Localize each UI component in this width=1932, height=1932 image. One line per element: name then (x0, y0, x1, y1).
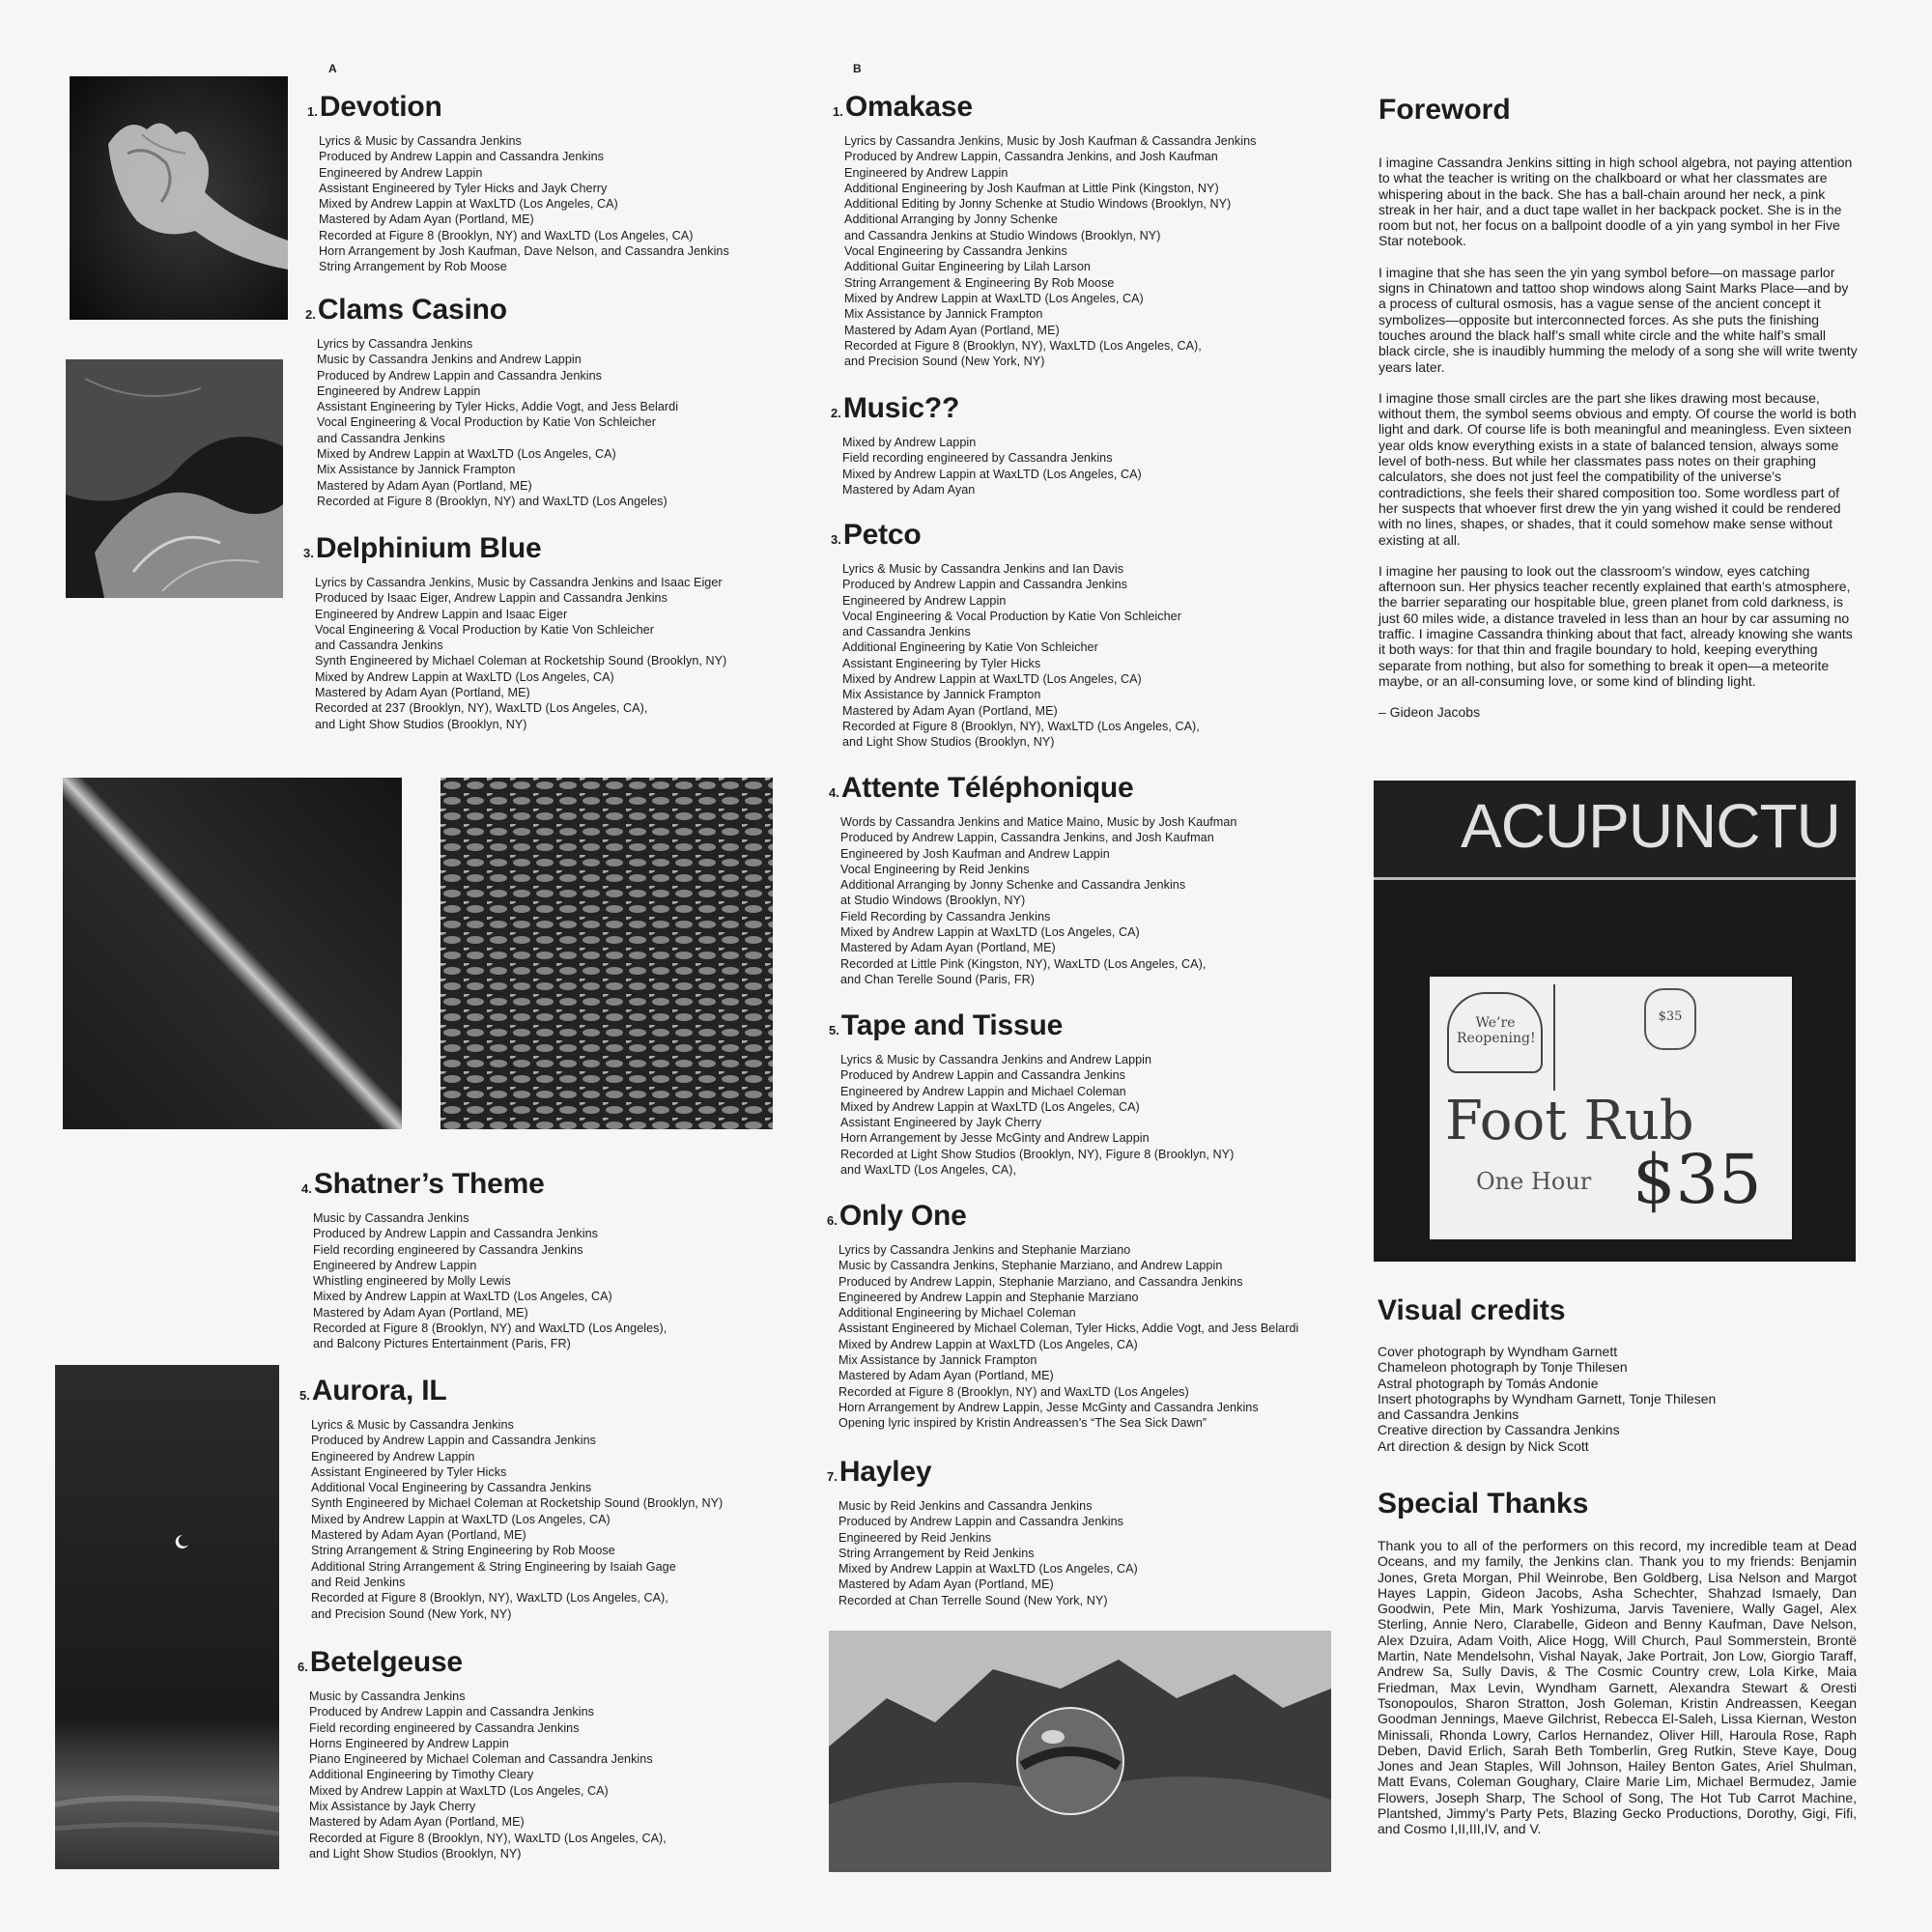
visual-credit-line: Insert photographs by Wyndham Garnett, Tonje Thilesen (1378, 1390, 1717, 1406)
credit-line: Assistant Engineered by Michael Coleman, Tyler Hicks, Addie Vogt, and Jess Belardi (838, 1321, 1299, 1336)
credit-line: Engineered by Reid Jenkins (838, 1530, 992, 1545)
price-tag: $35 (1644, 988, 1696, 1050)
side-b-label: B (853, 62, 863, 75)
credit-line: Engineered by Josh Kaufman and Andrew Lappin (840, 846, 1110, 861)
credit-line: Vocal Engineering by Cassandra Jenkins (844, 244, 1067, 259)
credit-line: Additional Arranging by Jonny Schenke (844, 213, 1058, 227)
credit-line: at Studio Windows (Brooklyn, NY) (840, 894, 1026, 908)
credit-line: Mastered by Adam Ayan (Portland, ME) (838, 1369, 1054, 1383)
foreword-body (1378, 155, 1858, 721)
credit-line: Piano Engineered by Michael Coleman and Cassandra Jenkins (309, 1752, 653, 1767)
price-text: $35 (1633, 1140, 1762, 1219)
credit-line: Produced by Isaac Eiger, Andrew Lappin and Cassandra Jenkins (315, 591, 668, 606)
foreword-paragraph: I imagine that she has seen the yin yang symbol before—on massage parlor signs in Chinatown and tattoo shop windows along Saint Marks Place—and by a process of cultural osmosis, has a vague sense of the ancient concept it symbolizes—opposite but interconnected forces. As she puts the finishing touches around the black half’s small white circle and the white half’s small black circle, she is inaudibly humming the melody of a song she will write twenty years later. (1378, 264, 1858, 375)
foot-rub-sign (1430, 977, 1792, 1239)
credit-line: Mastered by Adam Ayan (Portland, ME) (313, 1305, 528, 1320)
credit-line: Mastered by Adam Ayan (Portland, ME) (840, 941, 1056, 955)
mirror-ball-photo (829, 1631, 1331, 1872)
rock-photo (66, 359, 283, 598)
visual-credit-line: Creative direction by Cassandra Jenkins (1378, 1422, 1620, 1438)
credit-line: Mastered by Adam Ayan (Portland, ME) (309, 1815, 525, 1830)
track-number: 3. (831, 532, 841, 547)
credit-line: Lyrics & Music by Cassandra Jenkins (319, 134, 522, 148)
credit-line: Mix Assistance by Jannick Frampton (842, 688, 1041, 702)
credit-line: Produced by Andrew Lappin and Cassandra Jenkins (840, 1068, 1125, 1083)
special-thanks-text: Thank you to all of the performers on this record, my incredible team at Dead Oceans, and my family, the Jenkins clan. Thank you to my friends: Benjamin Jones, Greta Morgan, Phil Weinrobe, Ben Goldberg, Lisa Nelson and Margot Hayes Lappin, Gideon Jacobs, Asha Schechter, Shahzad Ismaely, Dan Goodwin, Pete Min, Mark Yoshizuma, Jarvis Taveniere, Wally Gagel, Alex Sterling, Annie Nero, Clarabelle, Gideon and Benny Kaufman, Dave Nelson, Alex Dzuira, Adam Voith, Alice Hogg, Will Church, Paul Sommerstein, Brontë Martin, Nate Mendelsohn, Vishal Nayak, Jake Portrait, Jon Low, Giorgio Taraff, Andrew Sa, Sully Davis, & The Cosmic Country crew, Lola Kirke, Maia Friedman, Max Levin, Wyndham Garnett, Alexandra Stewart & Oresti Tsonopoulos, Sharon Stratton, Josh Goleman, Kristin Andreassen, Keegan Goodman Jennings, Maeve Gilchrist, Rebecca El-Saleh, Lissa Kiernan, Weston Minissali, Rhonda Lowry, Carlos Hernandez, Oliver Hill, Haroula Rose, Raph Deben, David Erlich, Sarah Beth Tomberlin, Greg Rutkin, Steve Kaye, Doug Jones and Jean Staples, Will Johnson, Hailey Benton Gates, Ariel Shulman, Matt Evans, Coleman Goughary, Claire Marie Lim, Michael Bermudez, Jamie Flowers, Joseph Sharp, The School of Song, The Hot Tub Carrot Machine, Plantshed, Jimmy’s Party Pets, Blazing Gecko Productions, Dorothy, Gigi, Fifi, and Cosmo I,II,III,IV, and V. (1378, 1538, 1857, 1837)
visual-credit-line: Cover photograph by Wyndham Garnett (1378, 1344, 1618, 1359)
foreword-title: Foreword (1378, 94, 1511, 126)
track-title: Devotion (319, 91, 442, 123)
credit-line: and Cassandra Jenkins (317, 431, 445, 445)
credit-line: Music by Cassandra Jenkins and Andrew Lappin (317, 353, 582, 367)
track-credits (298, 1689, 667, 1861)
track-number: 5. (299, 1388, 310, 1403)
track-b6 (827, 1200, 1298, 1432)
credit-line: Synth Engineered by Michael Coleman at Rocketship Sound (Brooklyn, NY) (311, 1496, 724, 1511)
track-number: 5. (829, 1023, 839, 1037)
credit-line: Synth Engineered by Michael Coleman at Rocketship Sound (Brooklyn, NY) (315, 654, 727, 668)
credit-line: Engineered by Andrew Lappin (842, 593, 1007, 608)
credit-line: Engineered by Andrew Lappin and Stephanie Marziano (838, 1290, 1139, 1304)
credit-line: Engineered by Andrew Lappin and Michael Coleman (840, 1084, 1126, 1098)
track-title: Attente Téléphonique (840, 772, 1134, 804)
track-title: Clams Casino (317, 294, 507, 326)
credit-line: Produced by Andrew Lappin and Cassandra Jenkins (319, 150, 604, 164)
credit-line: Mix Assistance by Jannick Frampton (317, 463, 516, 477)
track-b2 (831, 392, 1142, 497)
side-a-label: A (328, 62, 338, 75)
credit-line: Vocal Engineering & Vocal Production by Katie Von Schleicher (317, 415, 656, 430)
credit-line: Recorded at Figure 8 (Brooklyn, NY), WaxLTD (Los Angeles, CA), (844, 338, 1202, 353)
credit-line: and Light Show Studios (Brooklyn, NY) (315, 717, 527, 731)
credit-line: Additional String Arrangement & String Engineering by Isaiah Gage (311, 1559, 676, 1574)
track-number: 1. (833, 104, 843, 119)
credit-line: Mastered by Adam Ayan (Portland, ME) (838, 1577, 1054, 1592)
credit-line: Produced by Andrew Lappin, Stephanie Marziano, and Cassandra Jenkins (838, 1274, 1243, 1289)
credit-line: Recorded at Figure 8 (Brooklyn, NY), WaxLTD (Los Angeles, CA), (309, 1831, 667, 1845)
credit-line: Music by Cassandra Jenkins, Stephanie Marziano, and Andrew Lappin (838, 1259, 1223, 1273)
track-number: 2. (831, 406, 841, 420)
track-title: Hayley (838, 1456, 932, 1488)
credit-line: Mixed by Andrew Lappin at WaxLTD (Los Angeles, CA) (317, 447, 616, 462)
track-credits (829, 814, 1236, 987)
credit-line: Mastered by Adam Ayan (842, 482, 976, 497)
credit-line: Assistant Engineering by Tyler Hicks (842, 656, 1041, 670)
credit-line: Additional Vocal Engineering by Cassandra Jenkins (311, 1481, 592, 1495)
credit-line: Mastered by Adam Ayan (Portland, ME) (315, 686, 530, 700)
credit-line: Field recording engineered by Cassandra Jenkins (309, 1720, 580, 1735)
credit-line: Vocal Engineering & Vocal Production by Katie Von Schleicher (842, 609, 1181, 623)
visual-credit-line: and Cassandra Jenkins (1378, 1406, 1520, 1423)
foreword-signature: – Gideon Jacobs (1378, 704, 1481, 721)
track-title: Music?? (842, 392, 960, 424)
credit-line: String Arrangement by Reid Jenkins (838, 1546, 1035, 1560)
credit-line: Field recording engineered by Cassandra Jenkins (313, 1242, 583, 1257)
credit-line: Horn Arrangement by Andrew Lappin, Jesse McGinty and Cassandra Jenkins (838, 1400, 1259, 1414)
credit-line: Engineered by Andrew Lappin (317, 384, 481, 398)
track-number: 4. (829, 785, 839, 800)
track-a3 (303, 532, 726, 732)
credit-line: Mastered by Adam Ayan (Portland, ME) (319, 213, 534, 227)
credit-line: Lyrics & Music by Cassandra Jenkins and Ian Davis (842, 562, 1124, 576)
track-number: 4. (301, 1181, 312, 1196)
credit-line: Additional Engineering by Josh Kaufman at Little Pink (Kingston, NY) (844, 181, 1219, 195)
credit-line: Engineered by Andrew Lappin (313, 1258, 477, 1272)
credit-line: Vocal Engineering by Reid Jenkins (840, 862, 1030, 876)
credit-line: Music by Cassandra Jenkins (309, 1690, 466, 1703)
acupuncture-sign-photo (1374, 781, 1856, 1262)
credit-line: Vocal Engineering & Vocal Production by Katie Von Schleicher (315, 622, 654, 637)
credit-line: Mastered by Adam Ayan (Portland, ME) (842, 703, 1058, 718)
credit-line: Mixed by Andrew Lappin at WaxLTD (Los Angeles, CA) (838, 1337, 1138, 1351)
track-title: Tape and Tissue (840, 1009, 1064, 1041)
track-credits (827, 1498, 1138, 1608)
credit-line: Recorded at Chan Terrelle Sound (New York, NY) (838, 1593, 1108, 1607)
track-number: 3. (303, 546, 314, 560)
moon-photo (55, 1365, 279, 1869)
credit-line: Mixed by Andrew Lappin at WaxLTD (Los Angeles, CA) (311, 1512, 611, 1526)
credit-line: Mix Assistance by Jannick Frampton (838, 1353, 1037, 1368)
credit-line: Lyrics & Music by Cassandra Jenkins (311, 1418, 514, 1432)
credit-line: Recorded at Light Show Studios (Brooklyn, NY), Figure 8 (Brooklyn, NY) (840, 1147, 1235, 1161)
track-number: 2. (305, 307, 316, 322)
track-b5 (829, 1009, 1234, 1178)
credit-line: and Reid Jenkins (311, 1575, 406, 1589)
credit-line: Mixed by Andrew Lappin at WaxLTD (Los Angeles, CA) (840, 1099, 1140, 1114)
visual-credits-title: Visual credits (1378, 1294, 1566, 1326)
credit-line: Mastered by Adam Ayan (Portland, ME) (317, 478, 532, 493)
credit-line: and Precision Sound (New York, NY) (844, 355, 1045, 369)
track-b1 (833, 91, 1257, 369)
track-credits (305, 336, 678, 509)
track-b3 (831, 519, 1200, 751)
credit-line: Music by Cassandra Jenkins (313, 1211, 469, 1225)
visual-credit-line: Chameleon photograph by Tonje Thilesen (1378, 1359, 1628, 1376)
hand-photo (70, 76, 288, 320)
track-b4 (829, 772, 1236, 987)
light-streak-photo (63, 778, 402, 1129)
foot-rub-text: Foot Rub (1445, 1090, 1694, 1152)
credit-line: Produced by Andrew Lappin and Cassandra Jenkins (838, 1515, 1123, 1529)
credit-line: Recorded at Figure 8 (Brooklyn, NY) and WaxLTD (Los Angeles), (313, 1321, 668, 1336)
credit-line: Engineered by Andrew Lappin (319, 165, 483, 180)
credit-line: Recorded at Figure 8 (Brooklyn, NY), WaxLTD (Los Angeles, CA), (842, 719, 1200, 733)
credit-line: Produced by Andrew Lappin and Cassandra Jenkins (309, 1705, 594, 1719)
credit-line: and Balcony Pictures Entertainment (Paris, FR) (313, 1337, 571, 1351)
track-credits (301, 1210, 667, 1352)
credit-line: Produced by Andrew Lappin, Cassandra Jenkins, and Josh Kaufman (840, 831, 1214, 845)
credit-line: Mixed by Andrew Lappin at WaxLTD (Los Angeles, CA) (838, 1562, 1138, 1577)
credit-line: Mixed by Andrew Lappin at WaxLTD (Los Angeles, CA) (842, 467, 1142, 481)
credit-line: Mixed by Andrew Lappin at WaxLTD (Los Angeles, CA) (840, 925, 1140, 940)
visual-credits-list (1378, 1344, 1857, 1454)
foreword-paragraph: I imagine those small circles are the part she likes drawing most because, without them, the symbol seems obvious and empty. Of course the world is both light and dark. Of course life is both meaningful and meaningless. Even sixteen year olds know everything exists in a state of balanced tension, always some level of both-ness. But while her classmates pass notes on their graphing calculators, she does not just feel the compatibility of the universe’s contradictions, she feels their shared composition too. Some wordless part of her suspects that whoever first drew the yin yang wished it could be rendered with no lines, shapes, or shades, that it could somehow make sense without existing at all. (1378, 389, 1857, 548)
credit-line: Recorded at Figure 8 (Brooklyn, NY) and WaxLTD (Los Angeles) (317, 494, 668, 508)
credit-line: and WaxLTD (Los Angeles, CA), (840, 1163, 1017, 1178)
credit-line: Engineered by Andrew Lappin and Isaac Eiger (315, 607, 568, 621)
credit-line: Additional Engineering by Michael Coleman (838, 1306, 1076, 1321)
credit-line: Assistant Engineering by Tyler Hicks, Addie Vogt, and Jess Belardi (317, 400, 679, 414)
heart-text: We’re Reopening! (1457, 1015, 1536, 1046)
credit-line: Music by Reid Jenkins and Cassandra Jenkins (838, 1499, 1093, 1513)
credit-line: Mixed by Andrew Lappin at WaxLTD (Los Angeles, CA) (842, 672, 1142, 687)
track-credits (829, 1052, 1234, 1178)
credit-line: Assistant Engineered by Jayk Cherry (840, 1116, 1042, 1130)
track-credits (827, 1242, 1298, 1432)
credit-line: and Cassandra Jenkins (315, 639, 443, 653)
visual-credits-section (1378, 1294, 1857, 1454)
special-thanks-title: Special Thanks (1378, 1488, 1589, 1520)
credit-line: and Chan Terelle Sound (Paris, FR) (840, 972, 1035, 986)
credit-line: Lyrics & Music by Cassandra Jenkins and Andrew Lappin (840, 1053, 1152, 1066)
track-number: 6. (827, 1213, 838, 1228)
credit-line: Mix Assistance by Jayk Cherry (309, 1800, 476, 1814)
credit-line: String Arrangement & Engineering By Rob Moose (844, 275, 1115, 290)
credit-line: Mixed by Andrew Lappin at WaxLTD (Los Angeles, CA) (309, 1783, 609, 1798)
track-credits (307, 133, 729, 275)
credit-line: String Arrangement by Rob Moose (319, 260, 507, 274)
one-hour-text: One Hour (1476, 1168, 1592, 1195)
credit-line: Whistling engineered by Molly Lewis (313, 1274, 511, 1289)
credit-line: Horn Arrangement by Josh Kaufman, Dave Nelson, and Cassandra Jenkins (319, 244, 729, 259)
credit-line: Lyrics by Cassandra Jenkins, Music by Cassandra Jenkins and Isaac Eiger (315, 576, 723, 589)
track-title: Omakase (844, 91, 973, 123)
track-a1 (307, 91, 729, 275)
foreword-section (1378, 94, 1858, 736)
special-thanks-body (1378, 1538, 1857, 1837)
credit-line: and Precision Sound (New York, NY) (311, 1606, 512, 1621)
credit-line: and Cassandra Jenkins at Studio Windows (Brooklyn, NY) (844, 228, 1161, 242)
track-credits (831, 435, 1142, 497)
credit-line: Field Recording by Cassandra Jenkins (840, 909, 1051, 923)
credit-line: Additional Editing by Jonny Schenke at Studio Windows (Brooklyn, NY) (844, 197, 1232, 212)
foreword-paragraph: I imagine Cassandra Jenkins sitting in high school algebra, not paying attention to what the teacher is writing on the chalkboard or what her classmates are whispering about in the back. She has a ball-chain around her neck, a pink streak in her hair, and a duct tape wallet in her backpack pocket. She is in the room but not, her focus on a ballpoint doodle of a yin yang symbol in her Five Star notebook. (1378, 155, 1853, 249)
track-title: Shatner’s Theme (313, 1168, 545, 1200)
neon-sign-text: ACUPUNCTU (1461, 791, 1840, 861)
track-credits (303, 575, 726, 732)
credit-line: Recorded at Figure 8 (Brooklyn, NY) and WaxLTD (Los Angeles) (838, 1384, 1189, 1399)
track-title: Only One (838, 1200, 967, 1232)
credit-line: Additional Arranging by Jonny Schenke and Cassandra Jenkins (840, 878, 1186, 893)
credit-line: Produced by Andrew Lappin and Cassandra Jenkins (313, 1227, 598, 1241)
credit-line: Additional Guitar Engineering by Lilah Larson (844, 260, 1091, 274)
credit-line: Mastered by Adam Ayan (Portland, ME) (844, 323, 1060, 337)
track-number: 7. (827, 1469, 838, 1484)
credit-line: and Light Show Studios (Brooklyn, NY) (842, 735, 1055, 750)
credit-line: Produced by Andrew Lappin and Cassandra Jenkins (317, 368, 602, 383)
credit-line: Assistant Engineered by Tyler Hicks and Jayk Cherry (319, 181, 608, 195)
credit-line: Assistant Engineered by Tyler Hicks (311, 1464, 507, 1479)
track-title: Delphinium Blue (315, 532, 542, 564)
track-title: Aurora, IL (311, 1375, 447, 1406)
credit-line: Opening lyric inspired by Kristin Andreassen’s “The Sea Sick Dawn” (838, 1416, 1208, 1431)
track-number: 6. (298, 1660, 308, 1674)
credit-line: Engineered by Andrew Lappin (844, 165, 1009, 180)
credit-line: Recorded at Little Pink (Kingston, NY), WaxLTD (Los Angeles, CA), (840, 956, 1207, 971)
credit-line: Mix Assistance by Jannick Frampton (844, 307, 1043, 322)
credit-line: Lyrics by Cassandra Jenkins (317, 337, 473, 351)
foreword-paragraph: I imagine her pausing to look out the classroom’s window, eyes catching afternoon sun. Her physics teacher recently explained that earth’s atmosphere, the barrier separating our hospitable blue, green planet from cold darkness, is just 60 miles wide, a distance traveled in less than an hour by car assuming no traffic. I imagine Cassandra thinking about that fact, already knowing she wants it both ways: for that thin and fragile boundary to hold, keeping everything separate from nothing, but also for something to break it open—a meteorite maybe, or an all-consuming love, or some kind of blinding light. (1378, 562, 1853, 689)
credit-line: Recorded at Figure 8 (Brooklyn, NY) and WaxLTD (Los Angeles, CA) (319, 228, 694, 242)
track-title: Petco (842, 519, 922, 551)
credit-line: Lyrics by Cassandra Jenkins and Stephanie Marziano (838, 1243, 1131, 1257)
credit-line: Engineered by Andrew Lappin (311, 1449, 475, 1463)
credit-line: and Light Show Studios (Brooklyn, NY) (309, 1846, 522, 1861)
track-a2 (305, 294, 678, 509)
credit-line: Produced by Andrew Lappin and Cassandra Jenkins (842, 578, 1127, 592)
credit-line: Field recording engineered by Cassandra Jenkins (842, 451, 1113, 466)
water-photo (440, 778, 773, 1129)
credit-line: Lyrics by Cassandra Jenkins, Music by Josh Kaufman & Cassandra Jenkins (844, 134, 1257, 148)
credit-line: Mixed by Andrew Lappin (842, 436, 977, 449)
visual-credit-line: Astral photograph by Tomás Andonie (1378, 1375, 1599, 1391)
visual-credit-line: Art direction & design by Nick Scott (1378, 1437, 1589, 1454)
credit-line: Recorded at 237 (Brooklyn, NY), WaxLTD (Los Angeles, CA), (315, 701, 648, 716)
track-title: Betelgeuse (309, 1646, 463, 1678)
credit-line: Words by Cassandra Jenkins and Matice Maino, Music by Josh Kaufman (840, 815, 1237, 829)
credit-line: and Cassandra Jenkins (842, 625, 971, 639)
credit-line: Mixed by Andrew Lappin at WaxLTD (Los Angeles, CA) (319, 197, 618, 212)
credit-line: String Arrangement & String Engineering by Rob Moose (311, 1544, 615, 1558)
track-a5 (299, 1375, 723, 1622)
credit-line: Mixed by Andrew Lappin at WaxLTD (Los Angeles, CA) (315, 669, 614, 684)
track-number: 1. (307, 104, 318, 119)
credit-line: Additional Engineering by Timothy Cleary (309, 1768, 534, 1782)
credit-line: Additional Engineering by Katie Von Schleicher (842, 640, 1098, 655)
track-credits (299, 1417, 723, 1622)
credit-line: Horn Arrangement by Jesse McGinty and Andrew Lappin (840, 1131, 1150, 1146)
track-credits (833, 133, 1257, 369)
track-a4 (301, 1168, 667, 1352)
credit-line: Mixed by Andrew Lappin at WaxLTD (Los Angeles, CA) (844, 291, 1144, 305)
credit-line: Mastered by Adam Ayan (Portland, ME) (311, 1528, 526, 1543)
track-a6 (298, 1646, 667, 1861)
track-b7 (827, 1456, 1138, 1608)
credit-line: Horns Engineered by Andrew Lappin (309, 1736, 509, 1750)
track-credits (831, 561, 1200, 751)
credit-line: Produced by Andrew Lappin and Cassandra Jenkins (311, 1434, 596, 1448)
credit-line: Produced by Andrew Lappin, Cassandra Jenkins, and Josh Kaufman (844, 150, 1218, 164)
special-thanks-section (1378, 1488, 1857, 1837)
credit-line: Recorded at Figure 8 (Brooklyn, NY), WaxLTD (Los Angeles, CA), (311, 1591, 668, 1605)
credit-line: Mixed by Andrew Lappin at WaxLTD (Los Angeles, CA) (313, 1290, 612, 1304)
